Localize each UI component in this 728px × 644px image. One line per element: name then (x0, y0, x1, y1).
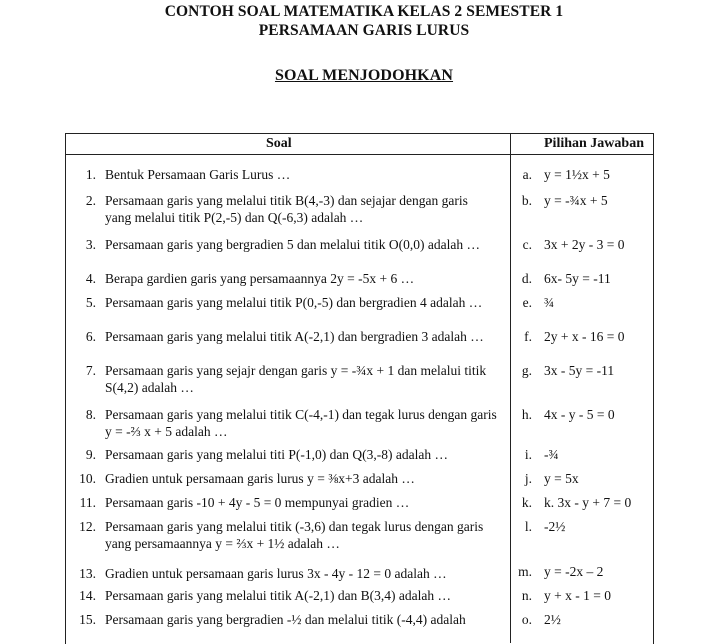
column-header-soal: Soal (266, 136, 292, 151)
question-text: Persamaan garis yang sejajr dengan garis y = -¾x + 1 dan melalui titik S(4,2) adalah … (105, 363, 487, 395)
question-number: 6. (85, 329, 96, 344)
question-text: Persamaan garis yang melalui titik P(0,-5) dan bergradien 4 adalah … (105, 295, 483, 310)
answer-text: 2y + x - 16 = 0 (544, 329, 625, 344)
answer-letter: m. (518, 564, 532, 579)
question-number: 3. (85, 237, 96, 252)
question-text: Persamaan garis -10 + 4y - 5 = 0 mempunyai gradien … (105, 495, 410, 510)
answer-letter: o. (521, 612, 532, 627)
question-number: 7. (85, 363, 96, 378)
answer-letter: g. (521, 363, 532, 378)
question-number: 11. (79, 495, 96, 510)
answer-text: 3x + 2y - 3 = 0 (544, 237, 625, 252)
answer-letter: h. (521, 407, 532, 422)
question-number: 13. (79, 566, 96, 581)
answer-text: ¾ (544, 295, 555, 310)
answer-text: y = -¾x + 5 (544, 193, 608, 208)
answer-letter: a. (522, 167, 532, 182)
answer-text: y = -2x – 2 (544, 564, 604, 579)
question-text: Bentuk Persamaan Garis Lurus … (105, 167, 291, 182)
question-number: 1. (85, 167, 96, 182)
answer-letter: k. (521, 495, 532, 510)
question-number: 15. (79, 612, 96, 627)
answer-letter: j. (524, 471, 532, 486)
question-number: 14. (79, 588, 96, 603)
question-text: Persamaan garis yang bergradien -½ dan melalui titik (-4,4) adalah (105, 612, 466, 627)
question-number: 10. (79, 471, 96, 486)
answer-letter: e. (522, 295, 532, 310)
answer-text: k. 3x - y + 7 = 0 (544, 495, 632, 510)
answer-letter: c. (522, 237, 532, 252)
question-number: 8. (85, 407, 96, 422)
question-text: Persamaan garis yang melalui titik A(-2,1) dan bergradien 3 adalah … (105, 329, 484, 344)
answer-letter: n. (521, 588, 532, 603)
answer-letter: l. (524, 519, 532, 534)
answer-text: 4x - y - 5 = 0 (544, 407, 615, 422)
answer-letter: d. (521, 271, 532, 286)
answer-text: 6x- 5y = -11 (544, 271, 611, 286)
answer-text: y = 1½x + 5 (544, 167, 610, 182)
question-text: Berapa gardien garis yang persamaannya 2y = -5x + 6 … (105, 271, 415, 286)
column-divider (510, 133, 511, 643)
answer-text: 2½ (544, 612, 561, 627)
question-text: Persamaan garis yang melalui titik (-3,6) dan tegak lurus dengan garis yang persamaannya y = ⅔x + 1½ adalah … (105, 519, 484, 551)
question-text: Persamaan garis yang melalui titik A(-2,1) dan B(3,4) adalah … (105, 588, 452, 603)
column-header-pilihan: Pilihan Jawaban (544, 136, 644, 151)
question-text: Gradien untuk persamaan garis lurus y = ⅜x+3 adalah … (105, 471, 415, 486)
question-number: 5. (85, 295, 96, 310)
answer-text: y + x - 1 = 0 (544, 588, 611, 603)
answer-letter: b. (521, 193, 532, 208)
section-heading: SOAL MENJODOHKAN (274, 67, 454, 84)
question-text: Persamaan garis yang melalui titik B(4,-3) dan sejajar dengan garis yang melalui titik P(2,-5) dan Q(-6,3) adalah … (105, 193, 468, 225)
answer-text: 3x - 5y = -11 (544, 363, 615, 378)
document-subtitle: PERSAMAAN GARIS LURUS (258, 22, 470, 39)
answer-letter: f. (524, 329, 532, 344)
question-number: 4. (85, 271, 96, 286)
document-title: CONTOH SOAL MATEMATIKA KELAS 2 SEMESTER 1 (164, 3, 564, 20)
answer-text: -¾ (544, 447, 559, 462)
answer-text: y = 5x (544, 471, 579, 486)
question-text: Persamaan garis yang melalui titi P(-1,0) dan Q(3,-8) adalah … (105, 447, 449, 462)
question-text: Gradien untuk persamaan garis lurus 3x - 4y - 12 = 0 adalah … (105, 566, 447, 581)
question-text: Persamaan garis yang bergradien 5 dan melalui titik O(0,0) adalah … (105, 237, 481, 252)
question-number: 12. (79, 519, 96, 534)
question-number: 9. (85, 447, 96, 462)
question-text: Persamaan garis yang melalui titik C(-4,-1) dan tegak lurus dengan garis y = -⅔ x + 5 adalah … (105, 407, 497, 439)
answer-text: -2½ (544, 519, 566, 534)
header-divider (65, 154, 654, 155)
answer-letter: i. (524, 447, 532, 462)
question-number: 2. (85, 193, 96, 208)
